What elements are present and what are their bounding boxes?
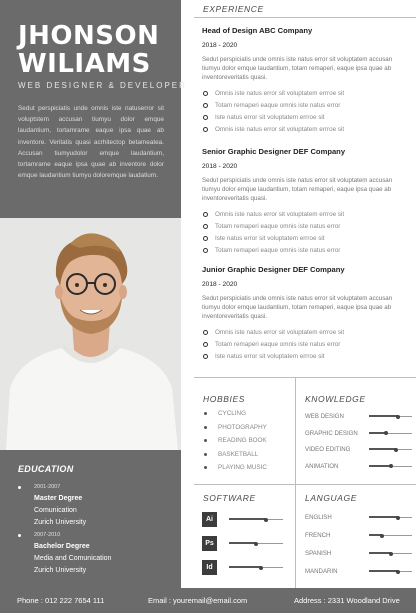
skill-bar-knob [264,518,268,522]
experience-title: EXPERIENCE [203,4,264,14]
bullet-dot [204,466,207,469]
list-item [202,352,412,364]
skill-bar [369,449,412,450]
list-item [202,436,292,450]
list-item [202,222,412,234]
education-degree: Master Degree [34,495,83,502]
list-item [202,210,412,222]
skill-bar-knob [394,448,398,452]
circle-bullet-icon [203,115,208,120]
language-label: SPANISH [305,550,332,557]
skill-bar [369,553,412,554]
circle-bullet-icon [203,236,208,241]
skill-label: VIDEO EDITING [305,446,351,453]
job-entry [202,26,412,137]
list-item [202,340,412,352]
education-degree: Bachelor Degree [34,543,90,550]
skill-bar-knob [380,534,384,538]
knowledge-list [305,412,416,478]
skill-row [305,462,416,479]
bullet-text: Omnis iste natus error sit voluptatem errroe sit [215,126,345,133]
circle-bullet-icon [203,212,208,217]
hobbies-title: HOBBIES [203,394,245,404]
bullet-dot [204,412,207,415]
footer-email[interactable]: Email : youremail@email.com [148,596,248,605]
skill-bar-knob [389,464,393,468]
skill-bar-fill [229,566,261,568]
divider [194,484,416,485]
software-list [202,512,292,580]
divider [194,17,416,18]
indesign-icon: Id [202,560,217,575]
bullet-text: Totam remaperi eaque omnis iste natus error [215,341,341,348]
software-title: SOFTWARE [203,493,256,503]
circle-bullet-icon [203,127,208,132]
language-list [305,513,416,585]
software-row [202,512,292,532]
circle-bullet-icon [203,354,208,359]
skill-bar [369,571,412,572]
list-item [202,234,412,246]
footer-address: Address : 2331 Woodland Drive [294,596,400,605]
about-text: Sedut perspiciatis unde omnis iste natuserror sit voluptstem accusan tiumyu dolor emque laudantium, tortamrame eaque ipsa quae ab inventore. Veritatis quasi acrhitectop betameatea. Accusan tiumyudolor emque laudantium, tortamrame eaque ipsa quae ab inventore dolor emque laudantium tiumyu doloremque laudatium. [18,105,164,180]
job-bullets [202,328,412,364]
skill-label: WEB DESIGN [305,413,344,420]
hobby-label: CYCLING [218,410,246,417]
skill-bar-knob [259,566,263,570]
skill-bar [369,517,412,518]
skill-bar-fill [369,448,396,450]
hobbies-list [202,409,292,477]
circle-bullet-icon [203,224,208,229]
profile-photo [0,218,181,450]
job-entry [202,265,412,364]
skill-bar [369,535,412,536]
list-item [202,113,412,125]
job-dates: 2018 - 2020 [202,281,238,288]
bullet-text: Totam remaperi eaque omnis iste natus error [215,102,341,109]
circle-bullet-icon [203,248,208,253]
first-name: JHONSON [18,21,160,51]
job-description: Sedut perspiciatis unde omnis iste natus error sit voluptatem accusan tiumyu dolor emque laudantium, totam remaperi, eaque ipsa quae ab inventoreveritatis quasi. [202,177,393,202]
skill-bar [229,519,283,520]
circle-bullet-icon [203,91,208,96]
list-item [202,450,292,464]
knowledge-title: KNOWLEDGE [305,394,366,404]
job-bullets [202,89,412,137]
skill-row [305,513,416,531]
list-item [202,89,412,101]
language-title: LANGUAGE [305,493,358,503]
skill-bar-fill [369,570,398,572]
contact-footer [0,588,416,613]
illustrator-icon: Ai [202,512,217,527]
job-title: Head of Design ABC Company [202,26,313,35]
bullet-dot [204,439,207,442]
list-item [202,125,412,137]
language-label: MANDARIN [305,568,338,575]
software-row [202,560,292,580]
bullet-dot [204,453,207,456]
footer-phone[interactable]: Phone : 012 222 7654 111 [17,596,105,605]
skill-bar [229,567,283,568]
bullet-text: Totam remaperi eaque omnis iste natus error [215,223,341,230]
skill-bar-fill [369,552,391,554]
photoshop-icon: Ps [202,536,217,551]
skill-bar-fill [369,415,398,417]
skill-bar-knob [389,552,393,556]
divider [194,377,416,378]
job-title: Junior Graphic Designer DEF Company [202,265,345,274]
skill-row [305,445,416,462]
list-item [202,463,292,477]
hobby-label: PLAYING MUSIC [218,464,267,471]
education-school: Zurich University [34,519,87,526]
software-row [202,536,292,556]
skill-bar [229,543,283,544]
job-description: Sedut perspiciatis unde omnis iste natus error sit voluptatem accusan tiumyu dolor emque laudantium, totam remaperi, eaque ipsa quae ab inventoreveritatis quasi. [202,56,393,81]
skill-row [305,549,416,567]
job-role: WEB DESIGNER & DEVELOPER [18,81,187,90]
circle-bullet-icon [203,103,208,108]
hobby-label: BASKETBALL [218,450,259,458]
job-dates: 2018 - 2020 [202,42,238,49]
skill-row [305,429,416,446]
skill-bar-fill [229,542,256,544]
skill-bar-fill [369,465,391,467]
skill-bar-knob [384,431,388,435]
education-title: EDUCATION [18,464,74,474]
skill-row [305,567,416,585]
education-years: 2007-2010 [34,532,61,538]
bullet-dot [18,534,21,537]
job-entry [202,147,412,258]
bullet-text: Omnis iste natus error sit voluptatem errroe sit [215,329,345,336]
language-label: ENGLISH [305,514,332,521]
skill-row [305,531,416,549]
list-item [202,328,412,340]
list-item [202,246,412,258]
circle-bullet-icon [203,330,208,335]
skill-label: ANIMATION [305,462,339,470]
language-label: FRENCH [305,532,331,539]
job-description: Sedut perspiciatis unde omnis iste natus error sit voluptatem accusan tiumyu dolor emque laudantium, totam remaperi, eaque ipsa quae ab inventoreveritatis quasi. [202,295,393,320]
bullet-dot [204,426,207,429]
profile-name [18,22,159,78]
list-item [202,409,292,423]
skill-bar [369,466,412,467]
bullet-dot [18,486,21,489]
job-bullets [202,210,412,258]
hobby-label: READING BOOK [218,437,267,444]
bullet-text: Iste natus error sit voluptatem errroe sit [215,235,325,242]
skill-bar-fill [369,516,398,518]
list-item [202,423,292,437]
hobby-label: PHOTOGRAPHY [218,423,267,431]
education-field: Media and Comunication [34,555,112,562]
list-item [202,101,412,113]
bullet-text: Iste natus error sit voluptatem errroe sit [215,353,325,360]
bullet-text: Iste natus error sit voluptatem errroe sit [215,114,325,121]
bullet-text: Omnis iste natus error sit voluptatem errroe sit [215,211,345,218]
skill-bar-fill [229,518,266,520]
divider [295,377,296,588]
skill-bar-knob [396,570,400,574]
skill-bar-knob [396,415,400,419]
education-field: Comunication [34,507,77,514]
job-title: Senior Graphic Designer DEF Company [202,147,346,156]
education-years: 2001-2007 [34,484,61,490]
bullet-text: Totam remaperi eaque omnis iste natus error [215,247,341,254]
circle-bullet-icon [203,342,208,347]
skill-bar-knob [396,516,400,520]
last-name: WILIAMS [18,49,151,79]
skill-row [305,412,416,429]
bullet-text: Omnis iste natus error sit voluptatem errroe sit [215,90,345,97]
skill-bar-knob [254,542,258,546]
skill-bar [369,433,412,434]
skill-label: GRAPHIC DESIGN [305,429,358,437]
job-dates: 2018 - 2020 [202,163,238,170]
education-school: Zurich University [34,567,87,574]
skill-bar [369,416,412,417]
